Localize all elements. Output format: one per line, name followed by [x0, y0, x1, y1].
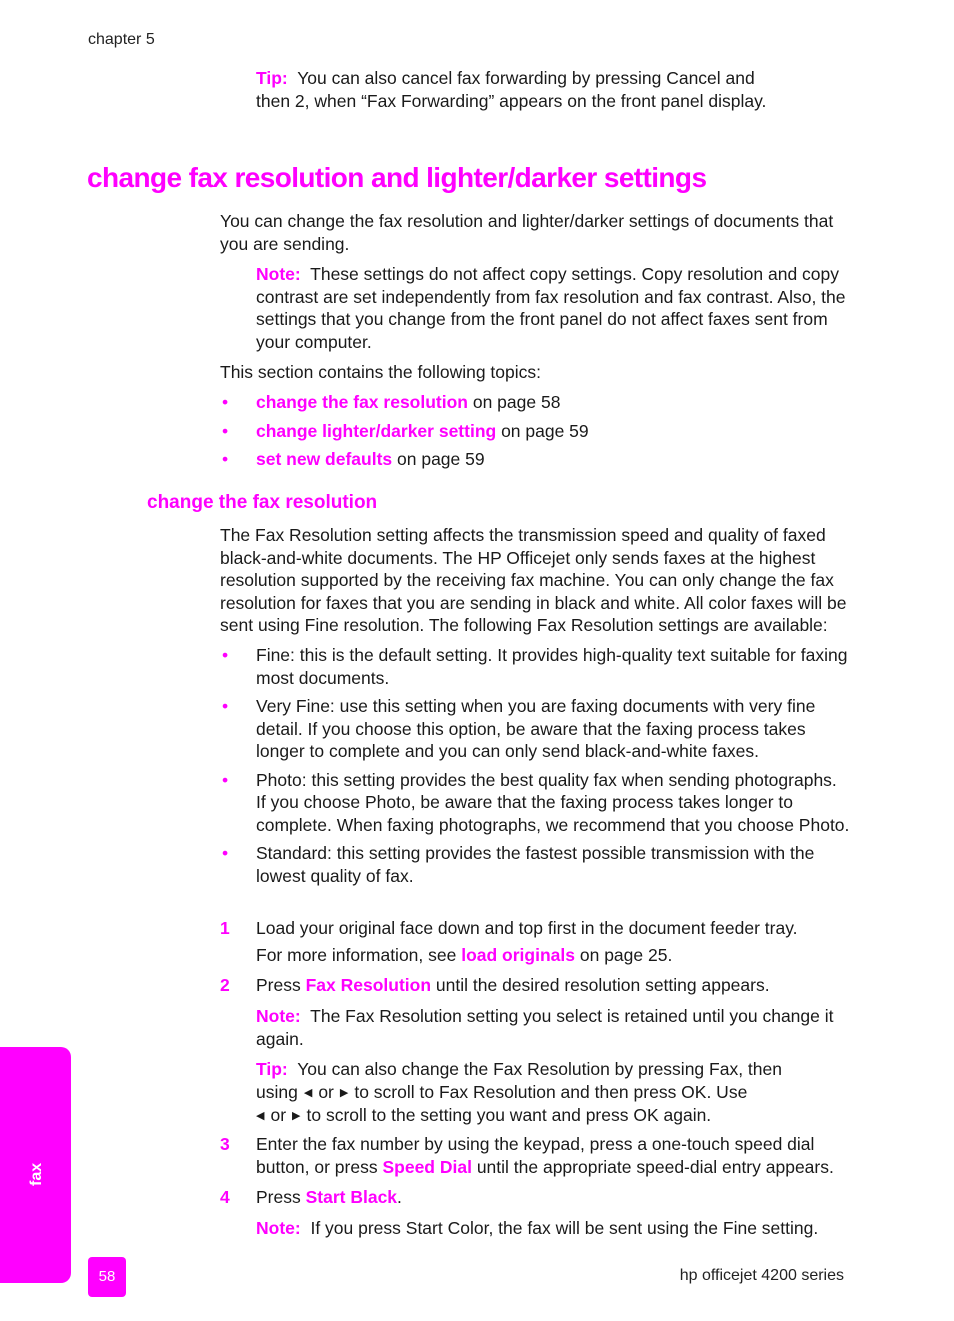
list-item — [220, 842, 850, 887]
step-3 — [220, 1133, 850, 1178]
step-number: 1 — [220, 918, 230, 938]
bullet: • — [222, 392, 229, 412]
step-number: 4 — [220, 1187, 230, 1207]
step-number: 3 — [220, 1134, 230, 1154]
topic-page-ref: on page 58 — [467, 392, 561, 412]
tip-or: or — [270, 1105, 287, 1125]
resolution-description: The Fax Resolution setting affects the transmission speed and quality of faxed black-and-white documents. The HP Officejet only sends faxes at the highest resolution supported by the receiving fax machine. You can only change the fax resolution for faxes that you are sending in black and white. All color faxes will be sent using Fine resolution. The following Fax Resolution settings are available: — [220, 525, 847, 635]
step-number: 2 — [220, 975, 230, 995]
step-suffix: until the appropriate speed-dial entry appears. — [471, 1156, 834, 1177]
tip-or: or — [318, 1081, 334, 1102]
right-arrow-icon: ▶ — [292, 1110, 301, 1122]
option-very-fine: Very Fine: use this setting when you are faxing documents with very fine detail. If you choose this option, be aware that the faxing process takes longer to complete and you can only send black-and-white faxes. — [256, 696, 816, 761]
left-arrow-icon: ◀ — [256, 1110, 265, 1122]
bullet: • — [222, 843, 229, 863]
fax-resolution-button-ref: Fax Resolution — [305, 975, 432, 995]
tip-cancel-forwarding — [256, 67, 786, 112]
bullet: • — [222, 696, 229, 716]
tip-text: You can also cancel fax forwarding by pressing Cancel and then 2, when “Fax Forwarding” appears on the front panel display. — [256, 68, 767, 111]
tip-label: Tip: — [256, 68, 288, 88]
list-item — [220, 695, 850, 763]
load-originals-link[interactable]: load originals — [461, 945, 575, 965]
note-text: If you press Start Color, the fax will be sent using the Fine setting. — [310, 1218, 819, 1238]
list-item — [220, 769, 850, 837]
tip-line-2: to scroll to Fax Resolution and then press OK. Use — [354, 1081, 748, 1102]
bullet: • — [222, 420, 229, 441]
start-black-button-ref: Start Black — [305, 1187, 398, 1207]
bullet: • — [222, 769, 229, 790]
step-prefix: Enter the fax number by using the keypad, press a one-touch speed dial button, or press — [256, 1134, 815, 1177]
section-intro: You can change the fax resolution and lighter/darker settings of documents that you are sending. — [220, 211, 834, 254]
note-label: Note: — [256, 1006, 301, 1026]
step-2-tip — [256, 1058, 851, 1128]
step-4 — [220, 1186, 850, 1209]
tip-label: Tip: — [256, 1059, 288, 1079]
note-text: These settings do not affect copy settings. Copy resolution and copy contrast are set independently from fax resolution and fax contrast. Also, the settings that you change from the front panel do not affect faxes sent from your computer. — [256, 264, 846, 352]
option-fine: Fine: this is the default setting. It provides high-quality text suitable for faxing most documents. — [256, 645, 848, 688]
settings-note — [256, 263, 846, 353]
chapter-label: chapter 5 — [88, 31, 155, 48]
right-arrow-icon: ▶ — [339, 1086, 349, 1099]
note-label: Note: — [256, 264, 301, 284]
topic-page-ref: on page 59 — [496, 420, 589, 441]
topic-link-fax-resolution[interactable]: change the fax resolution — [256, 392, 468, 412]
topics-intro: This section contains the following topics: — [220, 362, 541, 382]
note-text: The Fax Resolution setting you select is retained until you change it again. — [256, 1006, 834, 1049]
step-suffix: . — [397, 1187, 402, 1207]
side-tab-label: fax — [28, 1162, 45, 1186]
step-suffix: until the desired resolution setting appears. — [431, 975, 770, 995]
more-info-prefix: For more information, see — [256, 945, 462, 965]
list-item — [220, 420, 840, 449]
left-arrow-icon: ◀ — [303, 1086, 313, 1099]
step-2-note — [256, 1005, 851, 1050]
tip-using: using — [256, 1081, 298, 1102]
step-prefix: Press — [256, 975, 306, 995]
section-title: change fax resolution and lighter/darker settings — [87, 162, 707, 193]
resolution-options-list — [220, 644, 850, 887]
list-item — [220, 644, 850, 689]
step-4-note — [256, 1217, 851, 1240]
topic-link-lighter-darker[interactable]: change lighter/darker setting — [256, 420, 497, 441]
topics-list — [220, 391, 840, 477]
more-info-suffix: on page 25. — [575, 945, 673, 965]
option-standard: Standard: this setting provides the fastest possible transmission with the lowest quality of fax. — [256, 843, 815, 886]
page-number: 58 — [88, 1257, 126, 1297]
step-prefix: Press — [256, 1187, 306, 1207]
bullet: • — [222, 449, 229, 469]
tip-line-1: You can also change the Fax Resolution by pressing Fax, then — [297, 1059, 782, 1079]
tip-line-3: to scroll to the setting you want and press OK again. — [306, 1105, 712, 1125]
topic-page-ref: on page 59 — [392, 449, 485, 469]
step-1-more-info — [256, 944, 851, 967]
speed-dial-button-ref: Speed Dial — [382, 1156, 472, 1177]
step-text: Load your original face down and top first in the document feeder tray. — [256, 918, 798, 938]
bullet: • — [222, 645, 229, 665]
list-item — [220, 391, 840, 420]
product-series: hp officejet 4200 series — [679, 1267, 844, 1284]
step-1 — [220, 917, 850, 940]
subsection-title: change the fax resolution — [147, 492, 378, 513]
option-photo: Photo: this setting provides the best quality fax when sending photographs. If you choose Photo, be aware that the faxing process takes longer to complete. When faxing photographs, we recommend that you choose Photo. — [256, 769, 850, 835]
note-label: Note: — [256, 1218, 301, 1238]
topic-link-set-defaults[interactable]: set new defaults — [256, 449, 393, 469]
list-item — [220, 448, 840, 477]
step-2 — [220, 974, 850, 997]
